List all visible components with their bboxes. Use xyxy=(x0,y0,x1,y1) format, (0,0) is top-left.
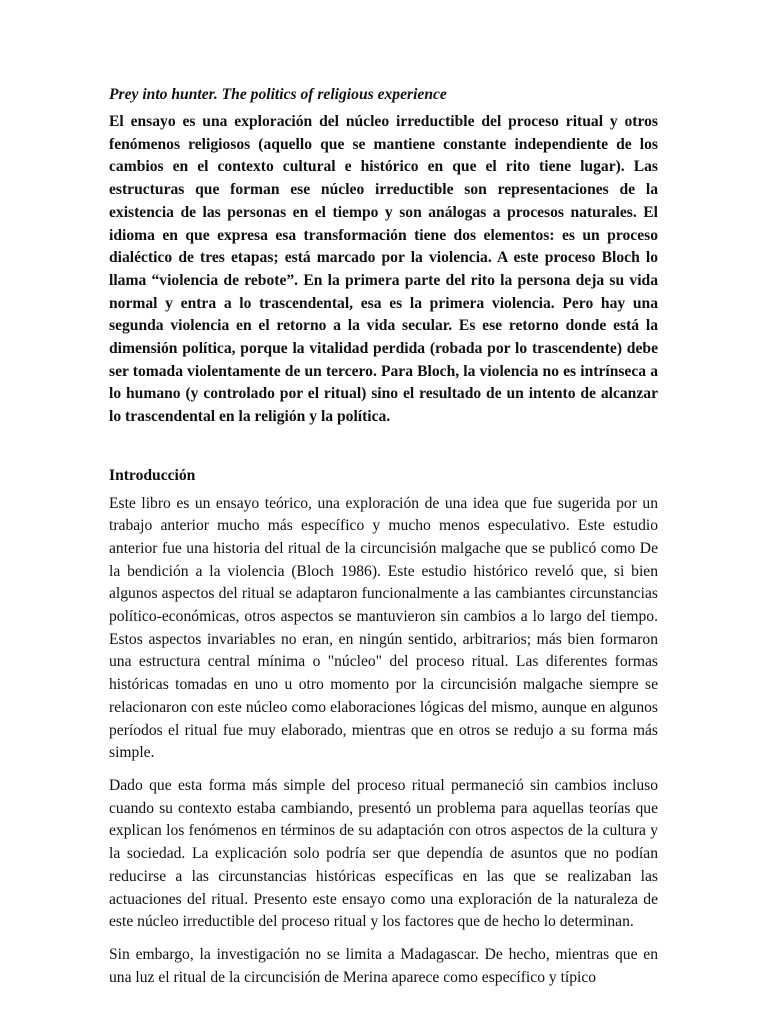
body-paragraph: Este libro es un ensayo teórico, una exploración de una idea que fue sugerida por un trabajo anterior mucho más específico y mucho menos especulativo. Este estudio anterior fue una historia del ritual de la circuncisión malgache que se publicó como De la bendición a la violencia (Bloch 1986). Este estudio histórico reveló que, si bien algunos aspectos del ritual se adaptaron funcionalmente a las cambiantes circunstancias político-económicas, otros aspectos se mantuvieron sin cambios a lo largo del tiempo. Estos aspectos invariables no eran, en ningún sentido, arbitrarios; más bien formaron una estructura central mínima o "núcleo" del proceso ritual. Las diferentes formas históricas tomadas en uno u otro momento por la circuncisión malgache siempre se relacionaron con este núcleo como elaboraciones lógicas del mismo, aunque en algunos períodos el ritual fue muy elaborado, mientras que en otros se redujo a su forma más simple. xyxy=(109,494,658,762)
abstract-paragraph: El ensayo es una exploración del núcleo irreductible del proceso ritual y otros fenómenos religiosos (aquello que se mantiene constante independiente de los cambios en el contexto cultural e histórico en que el rito tiene lugar). Las estructuras que forman ese núcleo irreductible son representaciones de la existencia de las personas en el tiempo y son análogas a procesos naturales. El idioma en que expresa esa transformación tiene dos elementos: es un proceso dialéctico de tres etapas; está marcado por la violencia. A este proceso Bloch lo llama “violencia de rebote”. En la primera parte del rito la persona deja su vida normal y entra a lo trascendental, esa es la primera violencia. Pero hay una segunda violencia en el retorno a la vida secular. Es ese retorno donde está la dimensión política, porque la vitalidad perdida (robada por lo trascendente) debe ser tomada violentamente de un tercero. Para Bloch, la violencia no es intrínseca a lo humano (y controlado por el ritual) sino el resultado de un intento de alcanzar lo trascendental en la religión y la política. xyxy=(109,113,658,426)
section-heading: Introducción xyxy=(109,466,196,484)
document-page xyxy=(109,84,658,999)
body-paragraph: Sin embargo, la investigación no se limita a Madagascar. De hecho, mientras que en una luz el ritual de la circuncisión de Merina aparece como específico y típico xyxy=(109,945,658,986)
document-title: Prey into hunter. The politics of religious experience xyxy=(109,86,447,103)
body-paragraph: Dado que esta forma más simple del proceso ritual permaneció sin cambios incluso cuando su contexto estaba cambiando, presentó un problema para aquellas teorías que explican los fenómenos en términos de su adaptación con otros aspectos de la cultura y la sociedad. La explicación solo podría ser que dependía de asuntos que no podían reducirse a las circunstancias históricas específicas en las que se realizaban las actuaciones del ritual. Presento este ensayo como una exploración de la naturaleza de este núcleo irreductible del proceso ritual y los factores que de hecho lo determinan. xyxy=(109,776,658,931)
